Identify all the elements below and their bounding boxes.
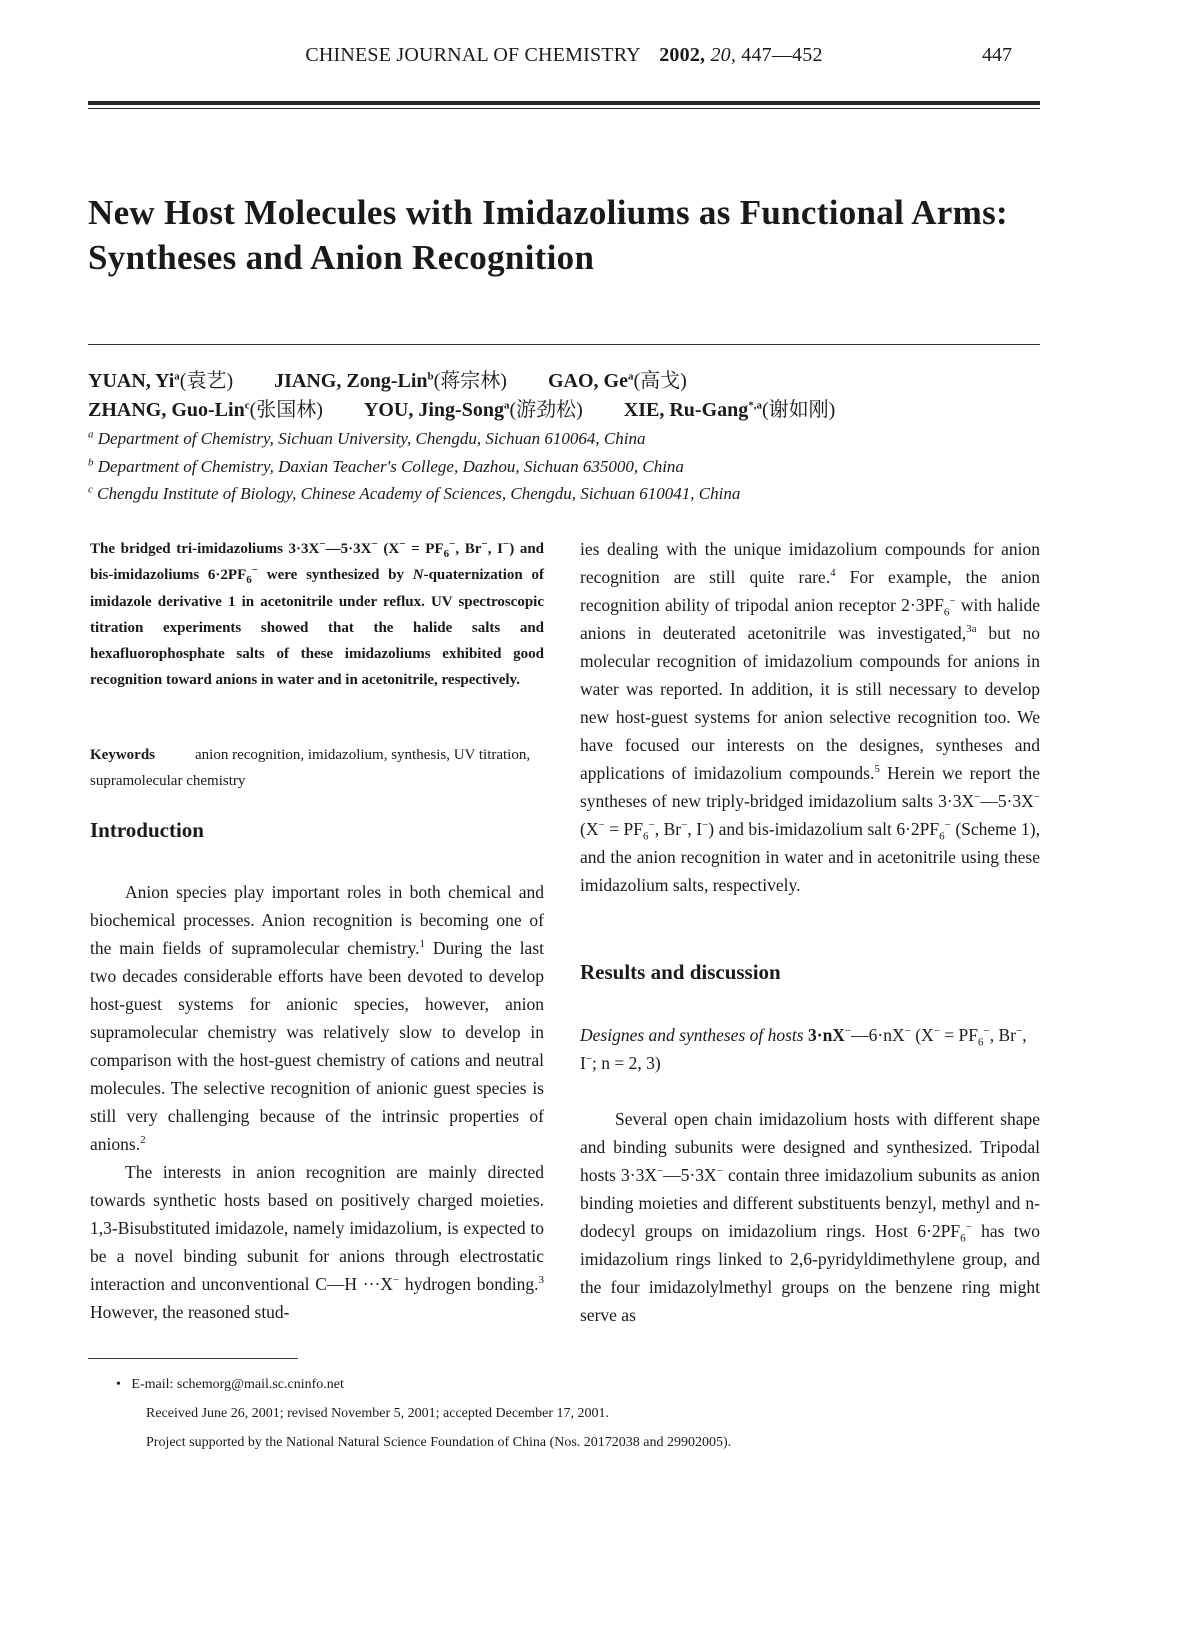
journal-line (88, 44, 1040, 67)
footnote-received: Received June 26, 2001; revised November 5, 2001; accepted December 17, 2001. (146, 1406, 610, 1421)
introduction-continued (580, 535, 1040, 899)
title-line-1: New Host Molecules with Imidazoliums as Functional Arms: (88, 193, 1008, 232)
author-list (88, 367, 1040, 425)
footnote-email: • E-mail: schemorg@mail.sc.cninfo.net (116, 1377, 344, 1392)
author: JIANG, Zong-Lin$^b$(蒋宗林) (274, 370, 507, 392)
page-number: 447 (982, 44, 1012, 66)
abstract: The bridged tri-imidazoliums 3·3X−—5·3X− ($X^- = PF_6^-$, Br−, I−) and bis-imidazoliums $6\cdot 2PF_6^-$ were synthesized by N-quaternization of imidazole derivative 1 in acetonitrile under reflux. UV spectroscopic titration experiments showed that the halide salts and hexafluorophosphate salts of these imidazoliums exhibited good recognition toward anions in water and in acetonitrile, respectively. (90, 538, 544, 689)
running-header (88, 44, 1040, 84)
affiliation: $^c$ Chengdu Institute of Biology, Chinese Academy of Sciences, Chengdu, Sichuan 610041, China (88, 483, 741, 503)
title-rule (88, 344, 1040, 345)
keywords-label: Keywords (90, 747, 155, 763)
paragraph: ies dealing with the unique imidazolium compounds for anion recognition are still quite rare.$^4$ For example, the anion recognition ability of tripodal anion receptor $2\cdot 3PF_6^-$ with halide anions in deuterated acetonitrile was investigated,$^{3a}$ but no molecular recognition of imidazolium compounds for anions in water was reported. In addition, it is still necessary to develop new host-guest systems for anion selective recognition too. We have focused our interests on the designes, syntheses and applications of imidazolium compounds.$^5$ Herein we report the syntheses of new triply-bridged imidazolium salts 3·3X−—5·3X− ($X^- = PF_6^-$, Br−, I−) and bis-imidazolium salt $6\cdot 2PF_6^-$ (Scheme 1), and the anion recognition in water and in acetonitrile using these imidazolium salts, respectively. (580, 539, 1041, 895)
affiliation: $^a$ Department of Chemistry, Sichuan University, Chengdu, Sichuan 610064, China (88, 428, 646, 448)
keywords-text: anion recognition, imidazolium, synthesis, UV titration, supramolecular chemistry (90, 747, 531, 789)
author-row-1 (88, 367, 1040, 396)
keywords (90, 742, 544, 794)
header-rule-thin (88, 108, 1040, 109)
author: YOU, Jing-Song$^a$(游劲松) (363, 399, 583, 421)
introduction-heading: Introduction (90, 818, 204, 842)
footnote-project: Project supported by the National Natural Science Foundation of China (Nos. 20172038 and 29902005). (146, 1435, 732, 1450)
author: YUAN, Yi$^a$(袁艺) (88, 370, 234, 392)
paragraph: Several open chain imidazolium hosts with different shape and binding subunits were designed and synthesized. Tripodal hosts 3·3X−—5·3X− contain three imidazolium subunits as anion binding moieties and different substituents benzyl, methyl and n-dodecyl groups on imidazolium rings. Host $6\cdot 2PF_6^-$ has two imidazolium rings linked to 2,6-pyridyldimethylene group, and the four imidazolylmethyl groups on the benzene ring might serve as (580, 1109, 1040, 1325)
paragraph: The interests in anion recognition are mainly directed towards synthetic hosts based on positively charged moieties. 1,3-Bisubstituted imidazole, namely imidazolium, is expected to be a novel binding subunit for anions through electrostatic interaction and unconventional C—H ···X− hydrogen bonding.$^3$ However, the reasoned stud- (90, 1162, 544, 1322)
title-line-2: Syntheses and Anion Recognition (88, 238, 595, 277)
footnote-rule (88, 1358, 298, 1359)
results-heading: Results and discussion (580, 960, 781, 984)
paper-title (88, 190, 1048, 280)
author: ZHANG, Guo-Lin$^c$(张国林) (88, 399, 323, 421)
results-subheading: Designes and syntheses of hosts 3·nX−—6·nX− ($X^- = PF_6^-$, Br−, I−; n = 2, 3) (580, 1025, 1027, 1073)
journal-pages: 447—452 (741, 44, 823, 66)
affiliation-list (88, 425, 1048, 508)
author-row-2 (88, 396, 1040, 425)
journal-name: CHINESE JOURNAL OF CHEMISTRY (305, 44, 641, 66)
author: GAO, Ge$^a$(高戈) (547, 370, 687, 392)
author: XIE, Ru-Gang$^{*,a}$(谢如刚) (623, 399, 836, 421)
affiliation: $^b$ Department of Chemistry, Daxian Teacher's College, Dazhou, Sichuan 635000, China (88, 455, 684, 476)
bullet-icon: • (116, 1377, 121, 1392)
results-text (580, 1105, 1040, 1329)
journal-volume: 20, (710, 44, 737, 66)
header-rule-thick (88, 101, 1040, 105)
paragraph: Anion species play important roles in both chemical and biochemical processes. Anion recognition is becoming one of the main fields of supramolecular chemistry.$^1$ During the last two decades considerable efforts have been devoted to develop host-guest systems for anionic species, however, anion supramolecular chemistry was relatively slow to develop in comparison with the host-guest chemistry of cations and neutral molecules. The selective recognition of anionic guest species is still very challenging because of the intrinsic properties of anions.$^2$ (90, 882, 544, 1154)
introduction-text (90, 878, 544, 1326)
journal-year: 2002, (659, 44, 706, 66)
footnotes (116, 1370, 1046, 1457)
